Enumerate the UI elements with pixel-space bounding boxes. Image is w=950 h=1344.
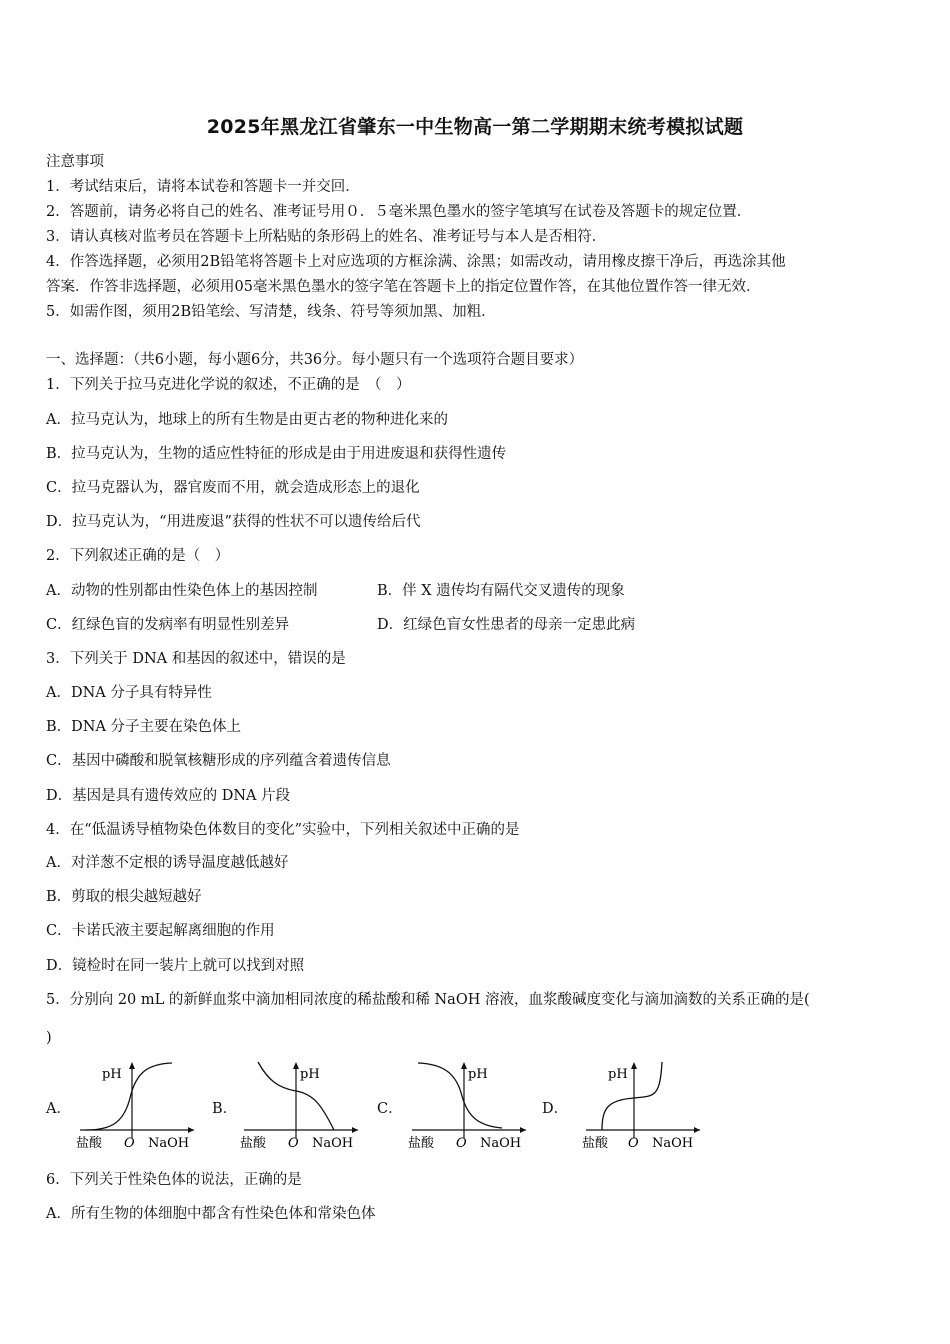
graph-right-label: NaOH bbox=[312, 1136, 354, 1150]
option-a: A．对洋葱不定根的诱导温度越低越好 bbox=[46, 855, 289, 871]
option-c: C．红绿色盲的发病率有明显性别差异 bbox=[46, 617, 290, 633]
notice-item: 5．如需作图，须用2B铅笔绘、写清楚，线条、符号等须加黑、加粗． bbox=[46, 304, 496, 320]
graph-a bbox=[72, 1058, 202, 1150]
question-stem: 1．下列关于拉马克进化学说的叙述，不正确的是 （ ） bbox=[46, 377, 411, 393]
graph-d-label: D． bbox=[542, 1101, 569, 1117]
question-stem: 5．分别向 20 mL 的新鲜血浆中滴加相同浓度的稀盐酸和稀 NaOH 溶液，血浆酸碱度变化与滴加滴数的关系正确的是( bbox=[46, 992, 810, 1008]
option-b: B．DNA 分子主要在染色体上 bbox=[46, 719, 242, 735]
graph-right-label: NaOH bbox=[480, 1136, 522, 1150]
graph-y-label: pH bbox=[608, 1067, 628, 1082]
graph-origin: O bbox=[288, 1136, 299, 1150]
notice-item: 2．答题前，请务必将自己的姓名、准考证号用０．５毫米黑色墨水的签字笔填写在试卷及答题卡的规定位置． bbox=[46, 204, 752, 220]
section-heading: 一、选择题：（共6小题，每小题6分，共36分。每小题只有一个选项符合题目要求） bbox=[46, 352, 584, 368]
graph-left-label: 盐酸 bbox=[240, 1136, 267, 1150]
notice-heading: 注意事项 bbox=[46, 154, 104, 170]
notice-item: 3．请认真核对监考员在答题卡上所粘贴的条形码上的姓名、准考证号与本人是否相符． bbox=[46, 229, 607, 245]
graph-origin: O bbox=[456, 1136, 467, 1150]
option-a: A．拉马克认为，地球上的所有生物是由更古老的物种进化来的 bbox=[46, 412, 448, 428]
option-b: B．拉马克认为，生物的适应性特征的形成是由于用进废退和获得性遗传 bbox=[46, 446, 507, 462]
option-c: C．基因中磷酸和脱氧核糖形成的序列蕴含着遗传信息 bbox=[46, 753, 391, 769]
graph-c bbox=[404, 1058, 534, 1150]
question-stem: 2．下列叙述正确的是（ ） bbox=[46, 548, 230, 564]
graph-a-label: A． bbox=[46, 1101, 71, 1117]
option-a: A．所有生物的体细胞中都含有性染色体和常染色体 bbox=[46, 1206, 376, 1222]
option-a: A．DNA 分子具有特异性 bbox=[46, 685, 212, 701]
graph-b bbox=[236, 1058, 366, 1150]
question-stem: 3．下列关于 DNA 和基因的叙述中，错误的是 bbox=[46, 651, 346, 667]
graph-y-label: pH bbox=[300, 1067, 320, 1082]
graph-a-curve bbox=[86, 1063, 172, 1130]
graph-b-label: B． bbox=[212, 1101, 238, 1117]
graph-right-label: NaOH bbox=[148, 1136, 190, 1150]
graph-left-label: 盐酸 bbox=[408, 1136, 435, 1150]
graph-right-label: NaOH bbox=[652, 1136, 694, 1150]
page-title: 2025年黑龙江省肇东一中生物高一第二学期期末统考模拟试题 bbox=[206, 116, 744, 138]
graph-origin: O bbox=[124, 1136, 135, 1150]
graph-y-label: pH bbox=[102, 1067, 122, 1082]
option-b: B．伴 X 遗传均有隔代交叉遗传的现象 bbox=[377, 583, 625, 599]
option-d: D．拉马克认为，“用进废退”获得的性状不可以遗传给后代 bbox=[46, 514, 421, 530]
graph-left-label: 盐酸 bbox=[582, 1136, 609, 1150]
graph-left-label: 盐酸 bbox=[76, 1136, 103, 1150]
graph-d bbox=[578, 1058, 708, 1150]
notice-item: 4．作答选择题，必须用2B铅笔将答题卡上对应选项的方框涂满、涂黑；如需改动，请用橡皮擦干净后，再选涂其他 bbox=[46, 254, 786, 270]
option-b: B．剪取的根尖越短越好 bbox=[46, 889, 202, 905]
question-stem: 6．下列关于性染色体的说法，正确的是 bbox=[46, 1172, 302, 1188]
graph-c-label: C． bbox=[377, 1101, 403, 1117]
option-c: C．拉马克器认为，器官废而不用，就会造成形态上的退化 bbox=[46, 480, 420, 496]
option-d: D．基因是具有遗传效应的 DNA 片段 bbox=[46, 788, 291, 804]
question-stem: 4．在“低温诱导植物染色体数目的变化”实验中，下列相关叙述中正确的是 bbox=[46, 822, 520, 838]
graph-origin: O bbox=[628, 1136, 639, 1150]
notice-item: 1．考试结束后，请将本试卷和答题卡一并交回． bbox=[46, 179, 360, 195]
option-c: C．卡诺氏液主要起解离细胞的作用 bbox=[46, 923, 275, 939]
option-d: D．镜检时在同一装片上就可以找到对照 bbox=[46, 958, 305, 974]
option-a: A．动物的性别都由性染色体上的基因控制 bbox=[46, 583, 318, 599]
option-d: D．红绿色盲女性患者的母亲一定患此病 bbox=[377, 617, 636, 633]
graph-y-label: pH bbox=[468, 1067, 488, 1082]
question-stem-end: ) bbox=[46, 1030, 52, 1046]
graph-c-curve bbox=[418, 1063, 502, 1128]
notice-item: 答案．作答非选择题，必须用05毫米黑色墨水的签字笔在答题卡上的指定位置作答，在其他位置作答一律无效． bbox=[46, 279, 761, 295]
